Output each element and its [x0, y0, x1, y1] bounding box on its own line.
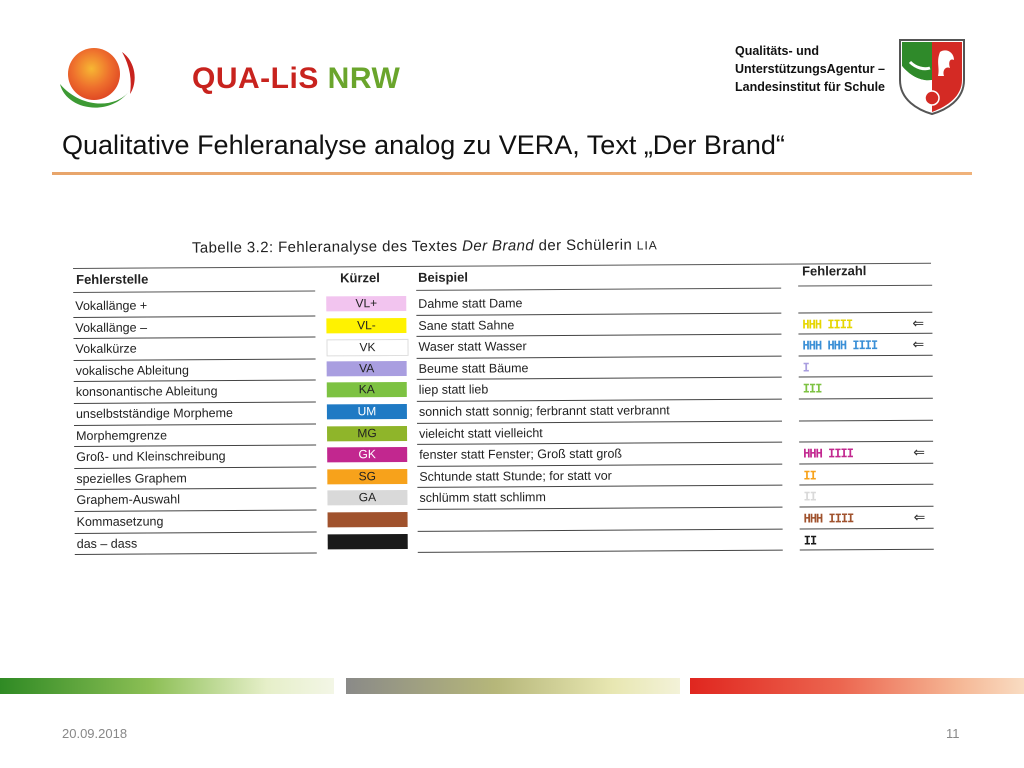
error-analysis-table: [70, 257, 942, 562]
row-code-swatch: [328, 534, 408, 549]
caption-student-name: LIA: [636, 238, 658, 253]
row-code-swatch: GA: [327, 490, 407, 505]
row-error-type: Kommasetzung: [76, 514, 164, 529]
row-code-swatch: [328, 512, 408, 527]
row-arrow-icon: ⇐: [913, 443, 925, 461]
row-error-type: Groß- und Kleinschreibung: [76, 449, 226, 465]
row-arrow-icon: ⇐: [913, 508, 926, 525]
header-fehlerzahl: Fehlerzahl: [802, 263, 867, 279]
footer-band-gray: [346, 678, 680, 694]
row-example: Sane statt Sahne: [418, 317, 515, 333]
row-code-swatch: VL-: [326, 318, 406, 333]
slide-date: 20.09.2018: [62, 726, 128, 741]
row-example: schlümm statt schlimm: [419, 490, 546, 506]
row-line: [75, 553, 317, 555]
page-number: 11: [946, 726, 960, 741]
row-line: [418, 550, 783, 553]
row-error-type: Vokallänge +: [75, 298, 148, 313]
row-tally-marks: I: [802, 360, 809, 375]
qualis-logo: [52, 38, 401, 120]
caption-text-title: Der Brand: [462, 237, 535, 255]
row-example: Dahme statt Dame: [418, 296, 523, 311]
logo-qua-text: QUA-LiS: [192, 62, 319, 95]
qualis-logo-text: [192, 62, 400, 96]
row-error-type: konsonantische Ableitung: [75, 384, 218, 400]
header-line-3: [798, 285, 932, 287]
row-error-type: Vokallänge –: [75, 320, 148, 335]
row-error-type: unselbstständige Morpheme: [75, 406, 234, 421]
row-example: Waser statt Wasser: [418, 339, 527, 355]
agency-line-1: Qualitäts- und: [735, 44, 820, 58]
row-tally-marks: HHH IIII: [802, 316, 853, 332]
table-row: [72, 528, 942, 555]
row-error-type: Graphem-Auswahl: [76, 492, 181, 508]
header-kuerzel: Kürzel: [340, 270, 380, 286]
row-error-type: vokalische Ableitung: [75, 363, 189, 378]
row-code-swatch: SG: [327, 469, 407, 484]
row-code-swatch: VL+: [326, 296, 406, 311]
row-code-swatch: KA: [327, 382, 407, 397]
row-line: [800, 549, 934, 551]
row-tally-marks: III: [802, 381, 822, 396]
slide-title: Qualitative Fehleranalyse analog zu VERA, Text „Der Brand“: [62, 130, 785, 160]
row-error-type: Morphemgrenze: [76, 428, 168, 443]
qualis-logo-mark-icon: [52, 38, 142, 120]
header-line-1: [73, 291, 315, 293]
row-example: Schtunde statt Stunde; for statt vor: [419, 468, 612, 484]
agency-name: [735, 42, 885, 96]
row-code-swatch: VA: [327, 361, 407, 376]
table-caption: [192, 236, 658, 256]
row-tally-marks: II: [803, 533, 817, 548]
row-tally-marks: II: [803, 468, 816, 483]
row-tally-marks: II: [803, 489, 816, 504]
row-example: sonnich statt sonnig; ferbrannt statt verbrannt: [418, 403, 670, 419]
row-code-swatch: UM: [327, 404, 407, 419]
row-error-type: spezielles Graphem: [76, 471, 187, 486]
nrw-coat-of-arms-icon: [896, 36, 968, 116]
agency-line-2: UnterstützungsAgentur –: [735, 62, 885, 76]
row-error-type: das – dass: [76, 536, 138, 551]
row-example: vieleicht statt vielleicht: [419, 425, 543, 441]
header-beispiel: Beispiel: [418, 269, 469, 285]
row-example: liep statt lieb: [418, 382, 489, 398]
row-tally-marks: HHH IIII: [803, 446, 854, 461]
row-example: Beume statt Bäume: [418, 360, 529, 376]
row-error-type: Vokalkürze: [75, 341, 137, 357]
row-example: fenster statt Fenster; Groß statt groß: [419, 446, 623, 463]
caption-suffix: der Schülerin: [533, 236, 637, 255]
logo-nrw-text: NRW: [327, 62, 401, 95]
row-code-swatch: VK: [326, 339, 408, 357]
row-tally-marks: HHH HHH IIII: [802, 338, 878, 353]
row-code-swatch: MG: [327, 426, 407, 441]
header-fehlerstelle: Fehlerstelle: [76, 271, 149, 287]
row-arrow-icon: ⇐: [912, 314, 925, 331]
row-arrow-icon: ⇐: [912, 335, 925, 353]
footer-band-red: [690, 678, 1024, 694]
title-underline: [52, 172, 972, 175]
caption-prefix: Tabelle 3.2: Fehleranalyse des Textes: [191, 237, 463, 257]
row-code-swatch: GK: [327, 447, 407, 462]
footer-band-green: [0, 678, 334, 694]
header-line-2: [416, 288, 781, 291]
row-tally-marks: HHH IIII: [803, 511, 854, 526]
agency-line-3: Landesinstitut für Schule: [735, 80, 886, 94]
